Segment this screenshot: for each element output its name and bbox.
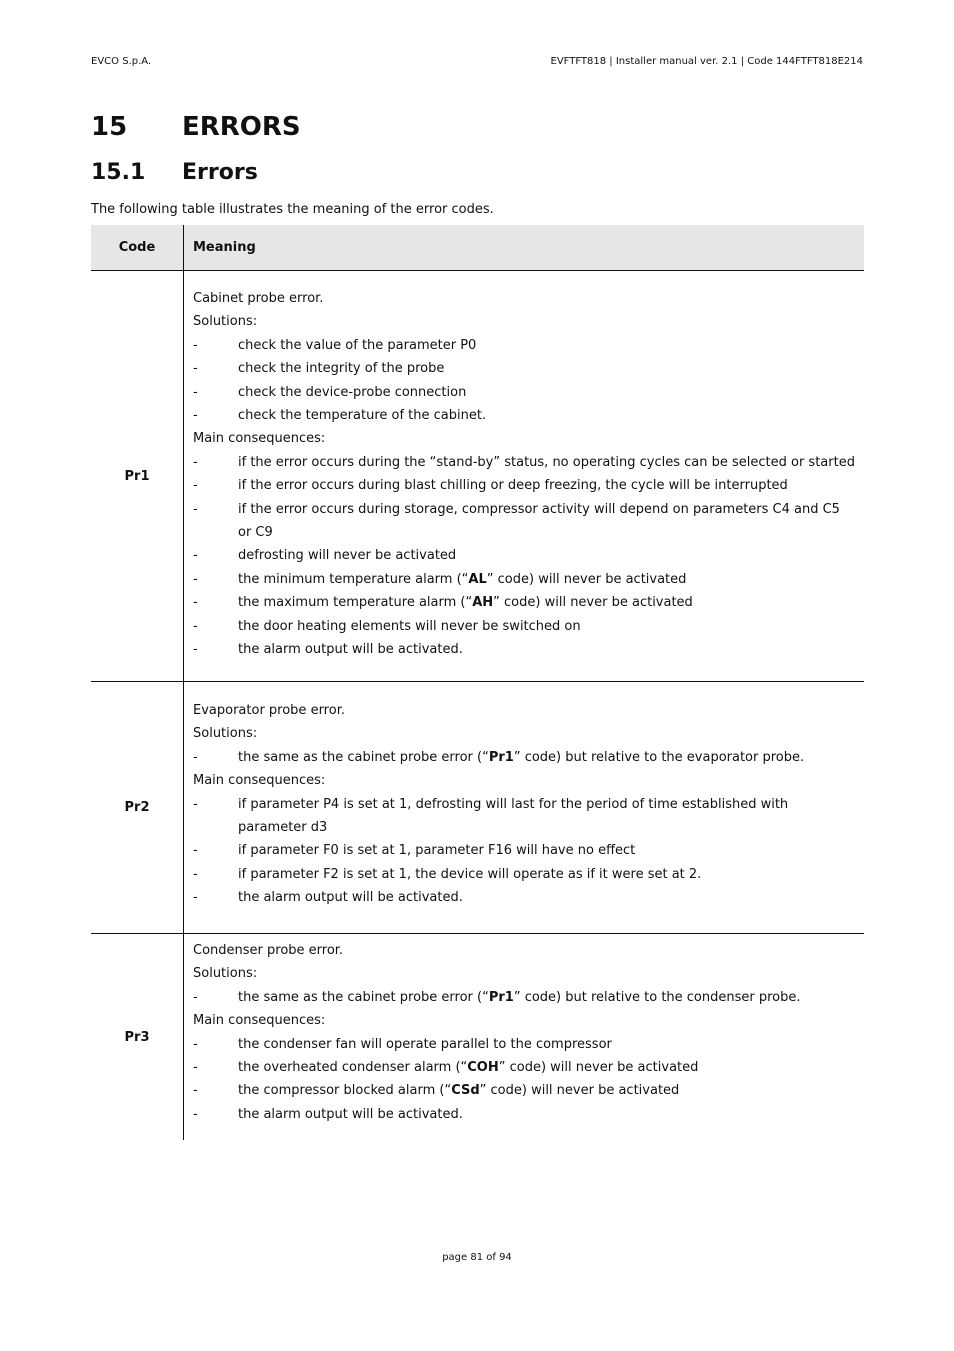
list-item: - if the error occurs during blast chilling or deep freezing, the cycle will be interrupted [193, 478, 788, 494]
meaning-content [193, 934, 855, 1126]
error-codes-table [91, 225, 864, 1140]
list-item: - check the value of the parameter P0 [193, 337, 477, 353]
error-title: Evaporator probe error. [193, 703, 345, 718]
error-meaning [184, 934, 865, 1141]
list-item: - the door heating elements will never be switched on [193, 618, 581, 634]
list-item: - the same as the cabinet probe error (“Pr1” code) but relative to the condenser probe. [193, 989, 801, 1005]
list-item: - if the error occurs during the “stand-by” status, no operating cycles can be selected or started [193, 454, 855, 470]
error-code: Pr1 [91, 271, 184, 682]
page-number: page 81 of 94 [442, 1252, 512, 1263]
solutions-label: Solutions: [193, 966, 258, 982]
alarm-code: AL [468, 571, 487, 587]
chapter-title: ERRORS [182, 112, 301, 142]
list-item: - the alarm output will be activated. [193, 642, 463, 658]
error-title: Condenser probe error. [193, 943, 344, 958]
meaning-content [193, 271, 855, 662]
section-title: Errors [182, 160, 258, 185]
error-code: Pr3 [91, 934, 184, 1141]
table-row [91, 271, 864, 682]
chapter-heading [91, 112, 301, 142]
header-doc-info: EVFTFT818 | Installer manual ver. 2.1 | Code 144FTFT818E214 [550, 56, 863, 67]
list-item: - check the device-probe connection [193, 384, 467, 400]
alarm-code: CSd [451, 1083, 480, 1099]
alarm-code: COH [467, 1060, 499, 1076]
list-item: - the compressor blocked alarm (“CSd” code) will never be activated [193, 1083, 680, 1099]
chapter-number: 15 [91, 112, 128, 142]
error-code: Pr2 [91, 682, 184, 934]
list-item: - if parameter F2 is set at 1, the device will operate as if it were set at 2. [193, 866, 702, 882]
list-item: - check the integrity of the probe [193, 361, 445, 377]
list-item: - if parameter F0 is set at 1, parameter F16 will have no effect [193, 843, 636, 859]
section-heading [91, 160, 258, 185]
table-row [91, 934, 864, 1141]
list-item: - the minimum temperature alarm (“AL” code) will never be activated [193, 571, 687, 587]
list-item: - if parameter P4 is set at 1, defrosting will last for the period of time established with parameter d3 [193, 796, 789, 836]
list-item: - the overheated condenser alarm (“COH” code) will never be activated [193, 1060, 699, 1076]
error-title: Cabinet probe error. [193, 291, 324, 306]
list-item: - if the error occurs during storage, compressor activity will depend on parameters C4 and C5 or C9 [193, 501, 840, 541]
list-item: - check the temperature of the cabinet. [193, 408, 487, 424]
column-header-meaning: Meaning [184, 225, 865, 271]
column-header-code: Code [91, 225, 184, 271]
alarm-code: Pr1 [488, 749, 514, 765]
solutions-label: Solutions: [193, 314, 258, 330]
list-item: - the alarm output will be activated. [193, 1106, 463, 1122]
list-item: - the maximum temperature alarm (“AH” code) will never be activated [193, 595, 693, 611]
list-item: - the condenser fan will operate parallel to the compressor [193, 1036, 612, 1052]
section-number: 15.1 [91, 160, 146, 185]
error-meaning [184, 271, 865, 682]
list-item: - the same as the cabinet probe error (“Pr1” code) but relative to the evaporator probe. [193, 749, 805, 765]
header-company: EVCO S.p.A. [91, 56, 152, 67]
solutions-label: Solutions: [193, 726, 258, 742]
table-row [91, 682, 864, 934]
consequences-label: Main consequences: [193, 773, 326, 789]
table-header-row [91, 225, 864, 271]
list-item: - defrosting will never be activated [193, 548, 457, 564]
consequences-label: Main consequences: [193, 431, 326, 447]
consequences-label: Main consequences: [193, 1013, 326, 1029]
alarm-code: Pr1 [488, 989, 514, 1005]
error-meaning [184, 682, 865, 934]
meaning-content [193, 682, 855, 910]
list-item: - the alarm output will be activated. [193, 890, 463, 906]
alarm-code: AH [472, 595, 494, 611]
intro-text: The following table illustrates the meaning of the error codes. [91, 202, 494, 217]
